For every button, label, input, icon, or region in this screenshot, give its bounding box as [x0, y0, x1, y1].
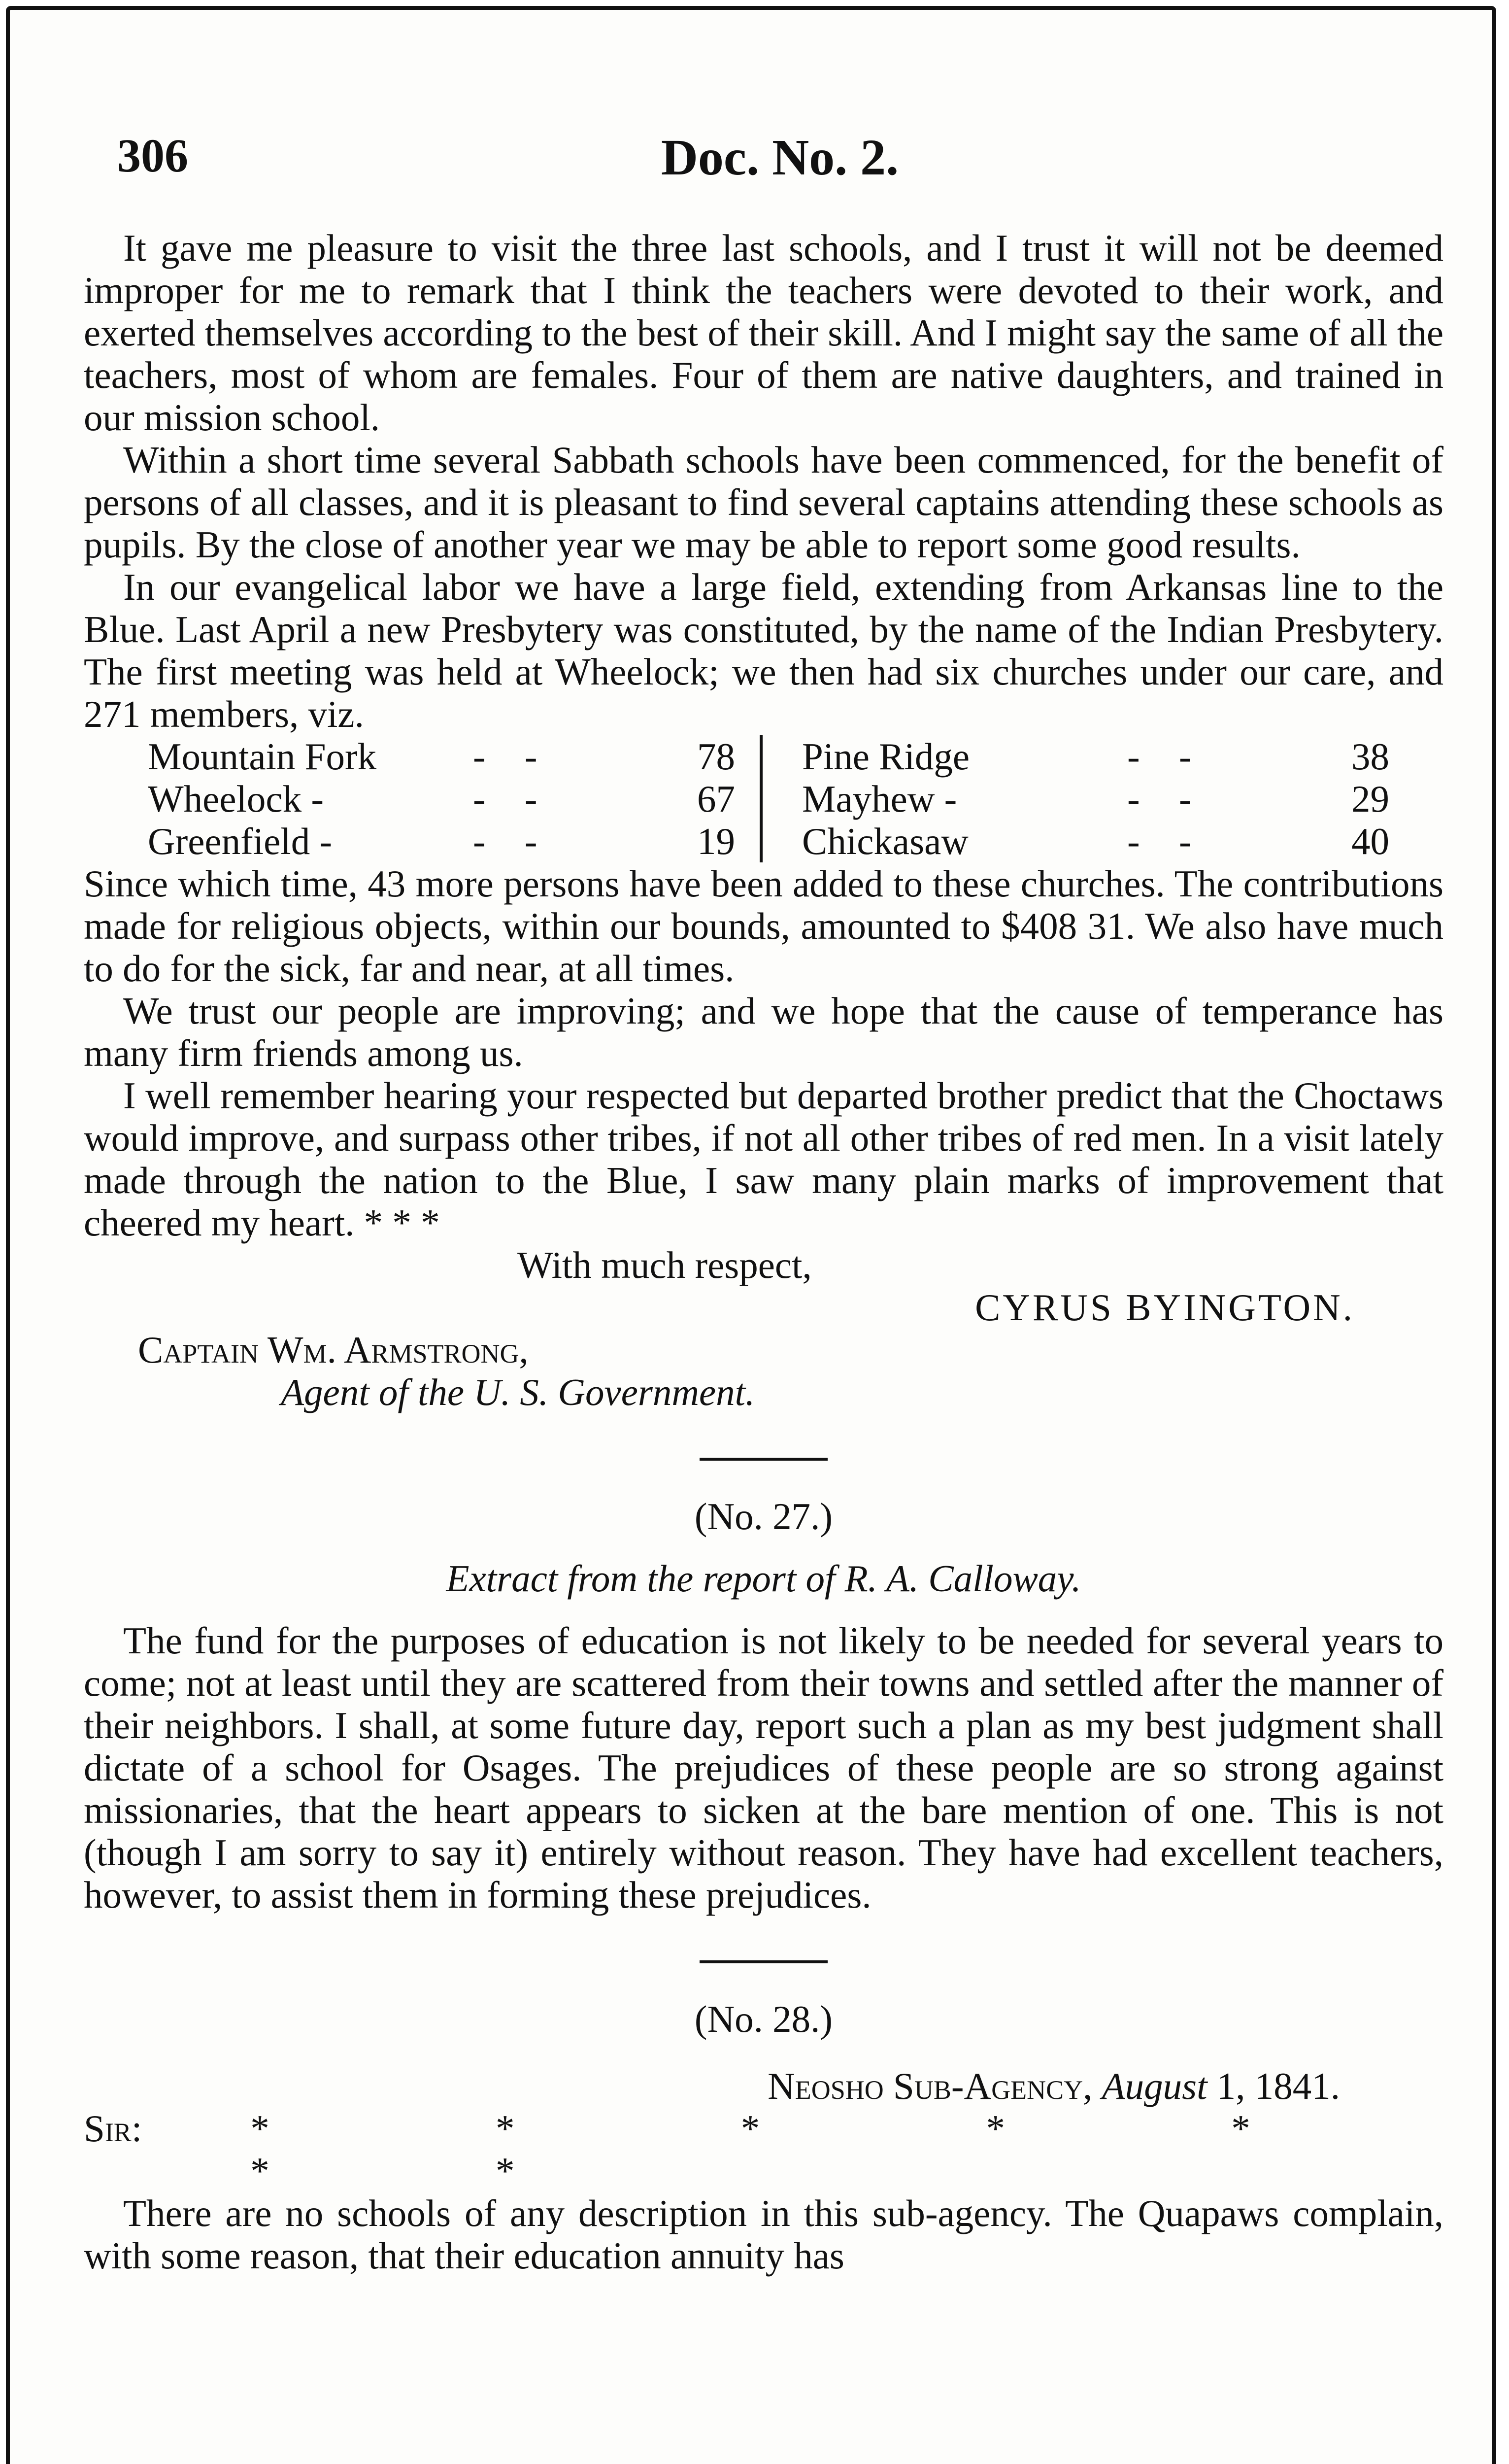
section-number-28: (No. 28.)	[694, 1998, 833, 2040]
church-row	[802, 735, 1389, 778]
church-row	[148, 735, 735, 778]
salutation: Sir:	[84, 2107, 142, 2150]
church-name: Mountain Fork	[148, 735, 377, 778]
church-row	[802, 778, 1389, 820]
letter-paragraph-3: In our evangelical labor we have a large field, extending from Arkansas line to the Blue. Last April a new Presbytery was constituted, by the name of the Indian Presbytery. The first meeting was held at Wheelock; we then had six churches under our care, and 271 members, viz.	[84, 566, 1443, 735]
church-name: Mayhew -	[802, 778, 957, 820]
ellipsis-stars: * * * * * * *	[250, 2107, 1359, 2192]
doc-title: Doc. No. 2.	[661, 129, 899, 186]
letter-paragraph-6: I well remember hearing your respected but departed brother predict that the Choctaws would improve, and surpass other tribes, if not all other tribes of red men. In a visit lately made through the nation to the Blue, I saw many plain marks of improvement that cheered my heart. * * *	[84, 1074, 1443, 1244]
church-members: 40	[1351, 820, 1389, 862]
letter-paragraph-2: Within a short time several Sabbath schools have been commenced, for the benefit of persons of all classes, and it is pleasant to find several captains attending these schools as pupils. By the close of another year we may be able to report some good results.	[84, 439, 1443, 566]
section-divider	[700, 1458, 828, 1461]
church-name: Wheelock -	[148, 778, 324, 820]
church-name: Pine Ridge	[802, 735, 970, 778]
church-row	[148, 820, 735, 862]
leader-dashes: - -	[473, 735, 552, 778]
church-column-left	[148, 735, 763, 862]
church-members: 29	[1351, 778, 1389, 820]
section-divider	[700, 1960, 828, 1963]
dateline-day-year: 1, 1841.	[1216, 2065, 1340, 2107]
church-members: 67	[697, 778, 735, 820]
church-column-right	[763, 735, 1389, 862]
extract-paragraph: The fund for the purposes of education is not likely to be needed for several years to come; not at least until they are scattered from their towns and settled after the manner of their neighbors. I shall, at some future day, report such a plan as my best judgment shall dictate of a school for Osages. The prejudices of these people are so strong against missionaries, that the heart appears to sicken at the bare mention of one. This is not (though I am sorry to say it) entirely without reason. They have had excellent teachers, however, to assist them in forming these prejudices.	[84, 1619, 1443, 1916]
letter-paragraph-1: It gave me pleasure to visit the three last schools, and I trust it will not be deemed improper for me to remark that I think the teachers were devoted to their work, and exerted themselves according to the best of their skill. And I might say the same of all the teachers, most of whom are females. Four of them are native daughters, and trained in our mission school.	[84, 227, 1443, 439]
page-number: 306	[117, 129, 188, 182]
letter-signature: CYRUS BYINGTON.	[975, 1286, 1355, 1329]
leader-dashes: - -	[1127, 735, 1207, 778]
letter-closing: With much respect,	[517, 1244, 812, 1286]
page-content	[84, 227, 1443, 2277]
church-name: Chickasaw	[802, 820, 969, 862]
report-paragraph: There are no schools of any description in this sub-agency. The Quapaws complain, with some reason, that their education annuity has	[84, 2192, 1443, 2277]
extract-title: Extract from the report of R. A. Calloway.	[446, 1557, 1081, 1600]
addressee-name-text: Captain Wm. Armstrong,	[138, 1329, 529, 1371]
section-number-27: (No. 27.)	[694, 1495, 833, 1538]
leader-dashes: - -	[473, 778, 552, 820]
letter-paragraph-4: Since which time, 43 more persons have been added to these churches. The contributions made for religious objects, within our bounds, amounted to $408 31. We also have much to do for the sick, far and near, at all times.	[84, 862, 1443, 990]
page-header	[117, 128, 1442, 192]
addressee-name	[138, 1329, 1443, 1371]
leader-dashes: - -	[473, 820, 552, 862]
church-members: 78	[697, 735, 735, 778]
letter-paragraph-5: We trust our people are improving; and we hope that the cause of temperance has many firm friends among us.	[84, 990, 1443, 1074]
dateline-place: Neosho Sub-Agency,	[768, 2065, 1093, 2107]
salutation-line	[84, 2107, 1443, 2192]
leader-dashes: - -	[1127, 778, 1207, 820]
church-members-table	[148, 735, 1389, 862]
church-name: Greenfield -	[148, 820, 333, 862]
leader-dashes: - -	[1127, 820, 1207, 862]
dateline-month: August	[1102, 2065, 1207, 2107]
document-page	[6, 6, 1496, 2464]
church-members: 38	[1351, 735, 1389, 778]
church-row	[802, 820, 1389, 862]
church-row	[148, 778, 735, 820]
church-members: 19	[697, 820, 735, 862]
dateline	[84, 2065, 1443, 2107]
addressee-title: Agent of the U. S. Government.	[281, 1371, 755, 1413]
